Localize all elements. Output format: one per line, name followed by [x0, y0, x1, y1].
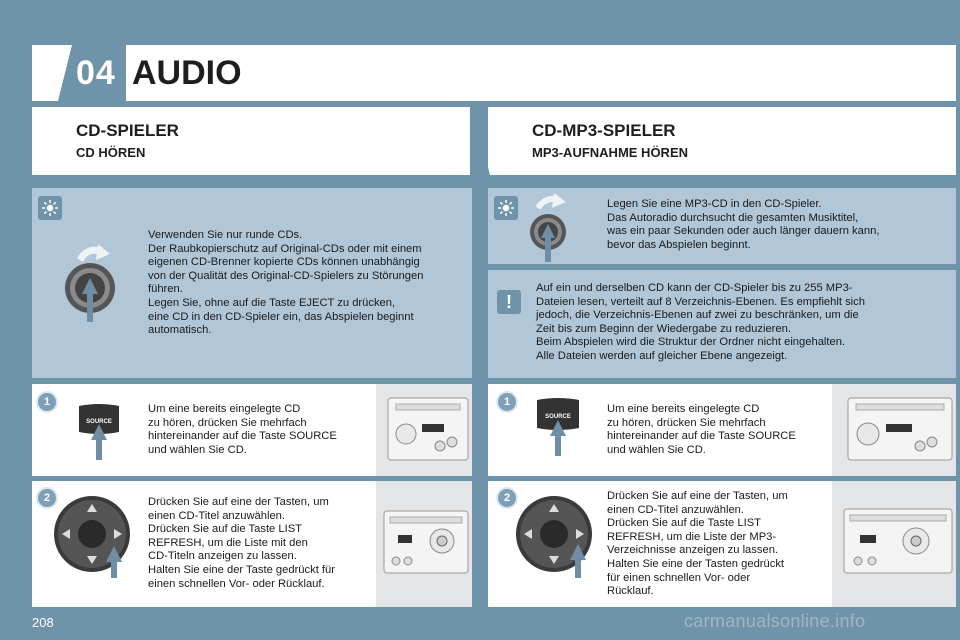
right-step2-text: Drücken Sie auf eine der Tasten, um einen CD-Titel anzuwählen. Drücken Sie auf die Taste LIST REFRESH, um die Liste der MP3- Verzeichnisse anzeigen zu lassen. Halten Sie eine der Tasten gedrückt für einen schnellen Vor- oder Rücklauf.: [607, 490, 788, 598]
sun-icon: [494, 196, 518, 220]
left-section-title: CD-SPIELER: [76, 121, 179, 140]
right-step1-text: Um eine bereits eingelegte CD zu hören, drücken Sie mehrfach hintereinander auf die Taste SOURCE und wählen Sie CD.: [607, 403, 796, 456]
car-radio-icon: [832, 481, 956, 607]
right-source-key-label: SOURCE: [545, 414, 571, 420]
direction-pad-icon: [514, 494, 598, 578]
left-source-key-label: SOURCE: [86, 419, 112, 425]
right-step2-badge: 2: [496, 487, 518, 509]
left-step2-badge: 2: [36, 487, 58, 509]
left-tip-text: Verwenden Sie nur runde CDs. Der Raubkopierschutz auf Original-CDs oder mit einem eigenen CD-Brenner kopierte CDs können unabhängig von der Qualität des Original-CD-Spielers zu Störungen führen. Legen Sie, ohne auf die Taste EJECT zu drücken, eine CD in den CD-Spieler ein, das Abspielen beginnt automatisch.: [148, 229, 424, 337]
source-button-icon: [534, 396, 582, 458]
left-step2-text: Drücken Sie auf eine der Tasten, um einen CD-Titel anzuwählen. Drücken Sie auf die Taste LIST REFRESH, um die Liste mit den CD-Titeln anzeigen zu lassen. Halten Sie eine der Taste gedrückt für einen schnellen Vor- oder Rücklauf.: [148, 496, 335, 590]
direction-pad-icon: [52, 494, 136, 578]
eject-knob-icon: [58, 238, 128, 328]
left-step1-text: Um eine bereits eingelegte CD zu hören, drücken Sie mehrfach hintereinander auf die Taste SOURCE und wählen Sie CD.: [148, 403, 337, 456]
warning-icon: !: [497, 290, 521, 314]
watermark: carmanualsonline.info: [684, 611, 866, 631]
left-step1-badge: 1: [36, 391, 58, 413]
car-radio-icon: [376, 481, 472, 607]
page-number: 208: [32, 615, 54, 630]
right-tip-text: Legen Sie eine MP3-CD in den CD-Spieler. Das Autoradio durchsucht die gesamten Musiktitel, was ein paar Sekunden oder auch länger dauern kann, bevor das Abspielen beginnt.: [607, 198, 880, 251]
section-corner: [470, 107, 490, 175]
right-section-subtitle: MP3-AUFNAHME HÖREN: [532, 145, 688, 160]
right-section-title: CD-MP3-SPIELER: [532, 121, 676, 140]
left-section-subtitle: CD HÖREN: [76, 145, 146, 160]
right-step1-badge: 1: [496, 391, 518, 413]
sun-icon: [38, 196, 62, 220]
right-section-head: [488, 107, 956, 175]
right-warning-text: Auf ein und derselben CD kann der CD-Spieler bis zu 255 MP3- Dateien lesen, verteilt auf 8 Verzeichnis-Ebenen. Es empfiehlt sich jedoch, die Verzeichnis-Ebenen auf zwei zu beschränken, um die Zeit bis zum Beginn der Wiedergabe zu reduzieren. Beim Abspielen wird die Struktur der Ordner nicht eingehalten. Alle Dateien werden auf gleicher Ebene angezeigt.: [536, 282, 865, 362]
left-section-head: [32, 107, 472, 175]
source-button-icon: [76, 402, 122, 462]
car-radio-icon: [832, 384, 956, 476]
chapter-title: AUDIO: [132, 54, 242, 92]
chapter-number: 04: [76, 54, 116, 92]
car-radio-icon: [376, 384, 472, 476]
eject-knob-icon: [522, 190, 580, 264]
